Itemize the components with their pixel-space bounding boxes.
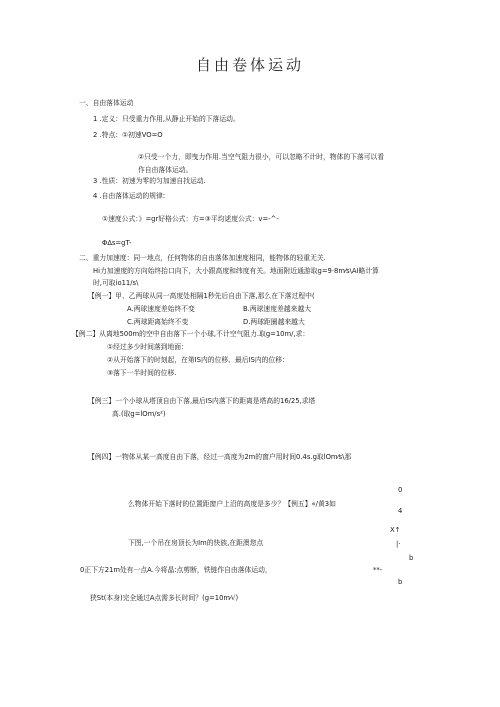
example5-line-3: 狭St(本身)完全通过A点需多长时间？(g=10m⁄√) [90, 594, 239, 602]
gravity-line-2: Hi力加速度的方向始终抬口向下，大小跟高度和纬度有关。地面附近通游取g=9·8m⁄s\AI略计算 [93, 267, 379, 275]
example5-line-1: 下图,一个吊在房顶长为Im的快族,在距澳您点 [128, 539, 264, 547]
example4-line-1: 【例四】一物体从某一高度自由下落，经过一高度为2m的窗户用时间0.4s.g取lOm⁄s\那 [88, 453, 352, 461]
page-title: 自由卷体运动 [195, 56, 304, 74]
example4-line-2: 么物体开始下落时的位置距窗户上沿的高度是多少？【例五】«∕黄3如 [128, 500, 336, 508]
figure-label-tick: |· [396, 540, 401, 548]
laws-line: 4 .自由落体运动的规律: [93, 192, 166, 200]
example2-part-1: ①经过多少时间落到地面： [107, 343, 188, 351]
example1-option-b: B.两球速度差越来越大 [243, 305, 311, 313]
features-line: 2 .特点：①初速VO=O [93, 131, 163, 139]
definition-line: 1 .定义：只受重力作用,从静止开始的下落运动。 [93, 115, 240, 123]
nature-line: 3 .性质：初速为零的匀加速自找运动. [93, 177, 206, 185]
example1-option-c: C.两球距离始终不变 [127, 318, 189, 326]
example2-part-2: ②从开始落下的时刻起，在第IS内的位移、最后IS内的位移： [107, 356, 289, 364]
figure-label-b2: b [398, 578, 403, 586]
figure-label-b1: b [409, 554, 414, 562]
example2-question: 【例二】从离地500m的空中自由落下一个小球,不计空气阻力.取g=10m∕,求： [72, 330, 310, 338]
figure-label-o: 0 [398, 486, 403, 494]
formula-line-2: Φ∆s=gT- [102, 239, 132, 247]
example3-line-2: 高.(取g=lOm/s²) [112, 410, 166, 418]
example1-option-a: A.两球速度差始终不变 [127, 305, 195, 313]
example1-option-d: D.两球距圈越来越大 [243, 318, 305, 326]
example2-part-3: ③落下一半时间的位移. [107, 369, 177, 377]
figure-label-x: X↑ [390, 526, 401, 534]
figure-label-stars: **- [373, 566, 383, 574]
example1-question: 【例一】甲、乙两球从同一高度处相隔1秒先后自由下落,那么在下落过程中( [88, 292, 315, 300]
section2-heading: 二、重力加速度：同一地点，任何物体的自由落体加速度相同，能物体的轻重无关. [79, 254, 326, 262]
gravity-line-3: 时,可取io11∕s\ [93, 279, 139, 287]
example5-line-2: 0正下方21m处有一点A.今将晶:点剪断，铁链作自由落体运动， [80, 566, 272, 574]
section1-heading: 一、自由落体运动 [79, 99, 134, 107]
features-continued-2: 作自由落体运动。 [138, 166, 193, 174]
figure-label-four: 4 [398, 507, 403, 515]
formula-line-1: ①速度公式：》=gr好格公式：方=③平均逑度公式：v=-^- [102, 215, 279, 223]
features-continued-1: ②只受一个力，即曳力作用.当空气阻力很小，可以忽略不计时，物体的下落可以看 [138, 153, 385, 161]
example3-line-1: 【例三】一个小球从塔顶自由下落,最后IS内落下的距离是塔高的16/25,求塔 [88, 397, 316, 405]
